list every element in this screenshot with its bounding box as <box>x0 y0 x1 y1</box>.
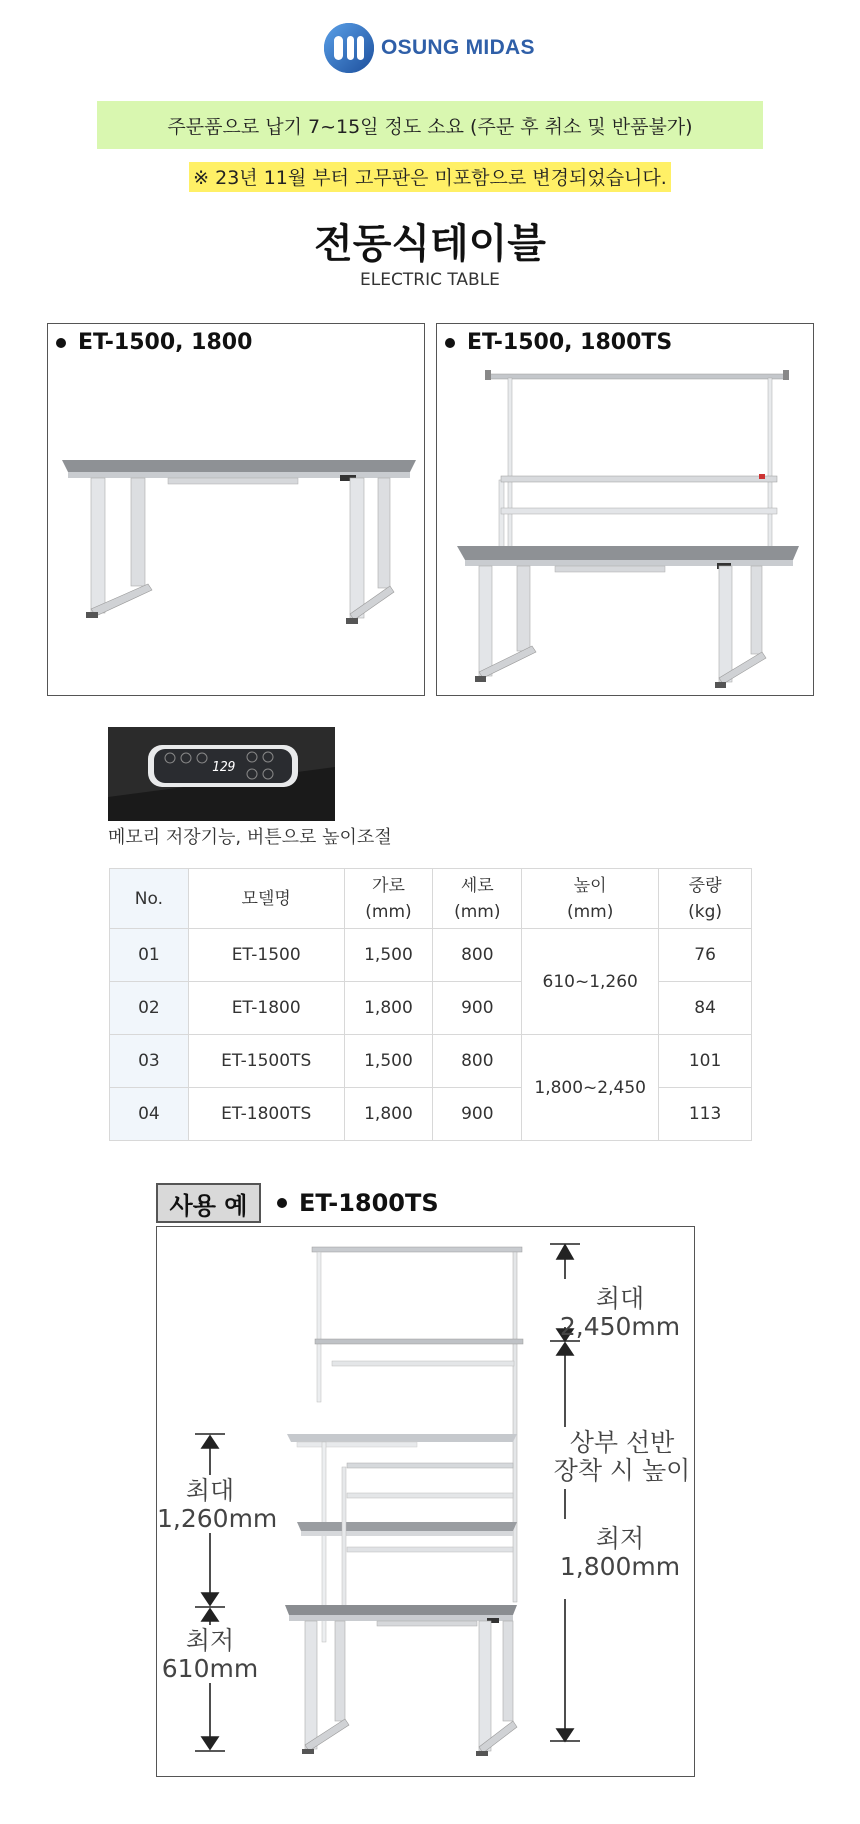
col-weight: 중량 (kg) <box>659 869 752 929</box>
lead-time-notice: 주문품으로 납기 7~15일 정도 소요 (주문 후 취소 및 반품불가) <box>97 101 763 149</box>
usage-example-diagram <box>156 1226 695 1777</box>
usage-example-badge: 사용 예 <box>156 1183 261 1223</box>
col-no: No. <box>110 869 189 929</box>
control-panel-image <box>108 727 335 821</box>
bullet-icon <box>56 338 66 348</box>
table-row <box>110 929 752 982</box>
dim-max-table: 최대 1,260mm <box>157 1476 278 1533</box>
cell-width: 1,800 <box>344 1088 433 1141</box>
product-label: ET-1500, 1800 <box>56 330 252 355</box>
page-subtitle: ELECTRIC TABLE <box>360 270 500 290</box>
controller-display: 129 <box>212 760 236 775</box>
cell-depth: 800 <box>433 1035 522 1088</box>
col-model: 모델명 <box>188 869 344 929</box>
cell-weight: 84 <box>659 982 752 1035</box>
usage-example-model: ET-1800TS <box>277 1189 439 1217</box>
brand-logo <box>323 22 543 74</box>
col-height: 높이 (mm) <box>522 869 659 929</box>
cell-model: ET-1500TS <box>188 1035 344 1088</box>
electric-table-with-shelf-image <box>437 324 815 697</box>
spec-table <box>109 868 752 1141</box>
cell-depth: 900 <box>433 1088 522 1141</box>
product-panel-et-1500-1800ts <box>436 323 814 696</box>
cell-width: 1,800 <box>344 982 433 1035</box>
cell-no: 03 <box>110 1035 189 1088</box>
cell-model: ET-1800TS <box>188 1088 344 1141</box>
page-title: 전동식테이블 <box>314 221 546 267</box>
dim-min-table: 최저 610mm <box>161 1626 259 1683</box>
change-notice: ※ 23년 11월 부터 고무판은 미포함으로 변경되었습니다. <box>189 162 671 192</box>
cell-height: 1,800~2,450 <box>522 1035 659 1141</box>
dim-shelf-height: 상부 선반 장착 시 높이 <box>553 1428 691 1485</box>
product-panel-et-1500-1800 <box>47 323 425 696</box>
cell-depth: 900 <box>433 982 522 1035</box>
dim-min-total: 최저 1,800mm <box>559 1524 681 1581</box>
controller-caption: 메모리 저장기능, 버튼으로 높이조절 <box>108 827 392 848</box>
cell-no: 02 <box>110 982 189 1035</box>
bullet-icon <box>445 338 455 348</box>
cell-depth: 800 <box>433 929 522 982</box>
product-label: ET-1500, 1800TS <box>445 330 672 355</box>
col-width: 가로 (mm) <box>344 869 433 929</box>
cell-no: 04 <box>110 1088 189 1141</box>
table-header-row <box>110 869 752 929</box>
cell-weight: 101 <box>659 1035 752 1088</box>
cell-width: 1,500 <box>344 1035 433 1088</box>
cell-weight: 76 <box>659 929 752 982</box>
cell-model: ET-1500 <box>188 929 344 982</box>
table-row <box>110 1035 752 1088</box>
dim-max-total: 최대 2,450mm <box>559 1284 681 1341</box>
cell-weight: 113 <box>659 1088 752 1141</box>
bullet-icon <box>277 1198 287 1208</box>
cell-model: ET-1800 <box>188 982 344 1035</box>
cell-height: 610~1,260 <box>522 929 659 1035</box>
cell-no: 01 <box>110 929 189 982</box>
controller-photo <box>108 727 335 821</box>
change-notice-row <box>0 162 860 192</box>
electric-table-image <box>48 324 426 697</box>
osung-midas-logo-icon <box>323 22 375 74</box>
cell-width: 1,500 <box>344 929 433 982</box>
brand-name: OSUNG MIDAS <box>381 36 535 59</box>
col-depth: 세로 (mm) <box>433 869 522 929</box>
usage-example-header <box>156 1183 439 1223</box>
